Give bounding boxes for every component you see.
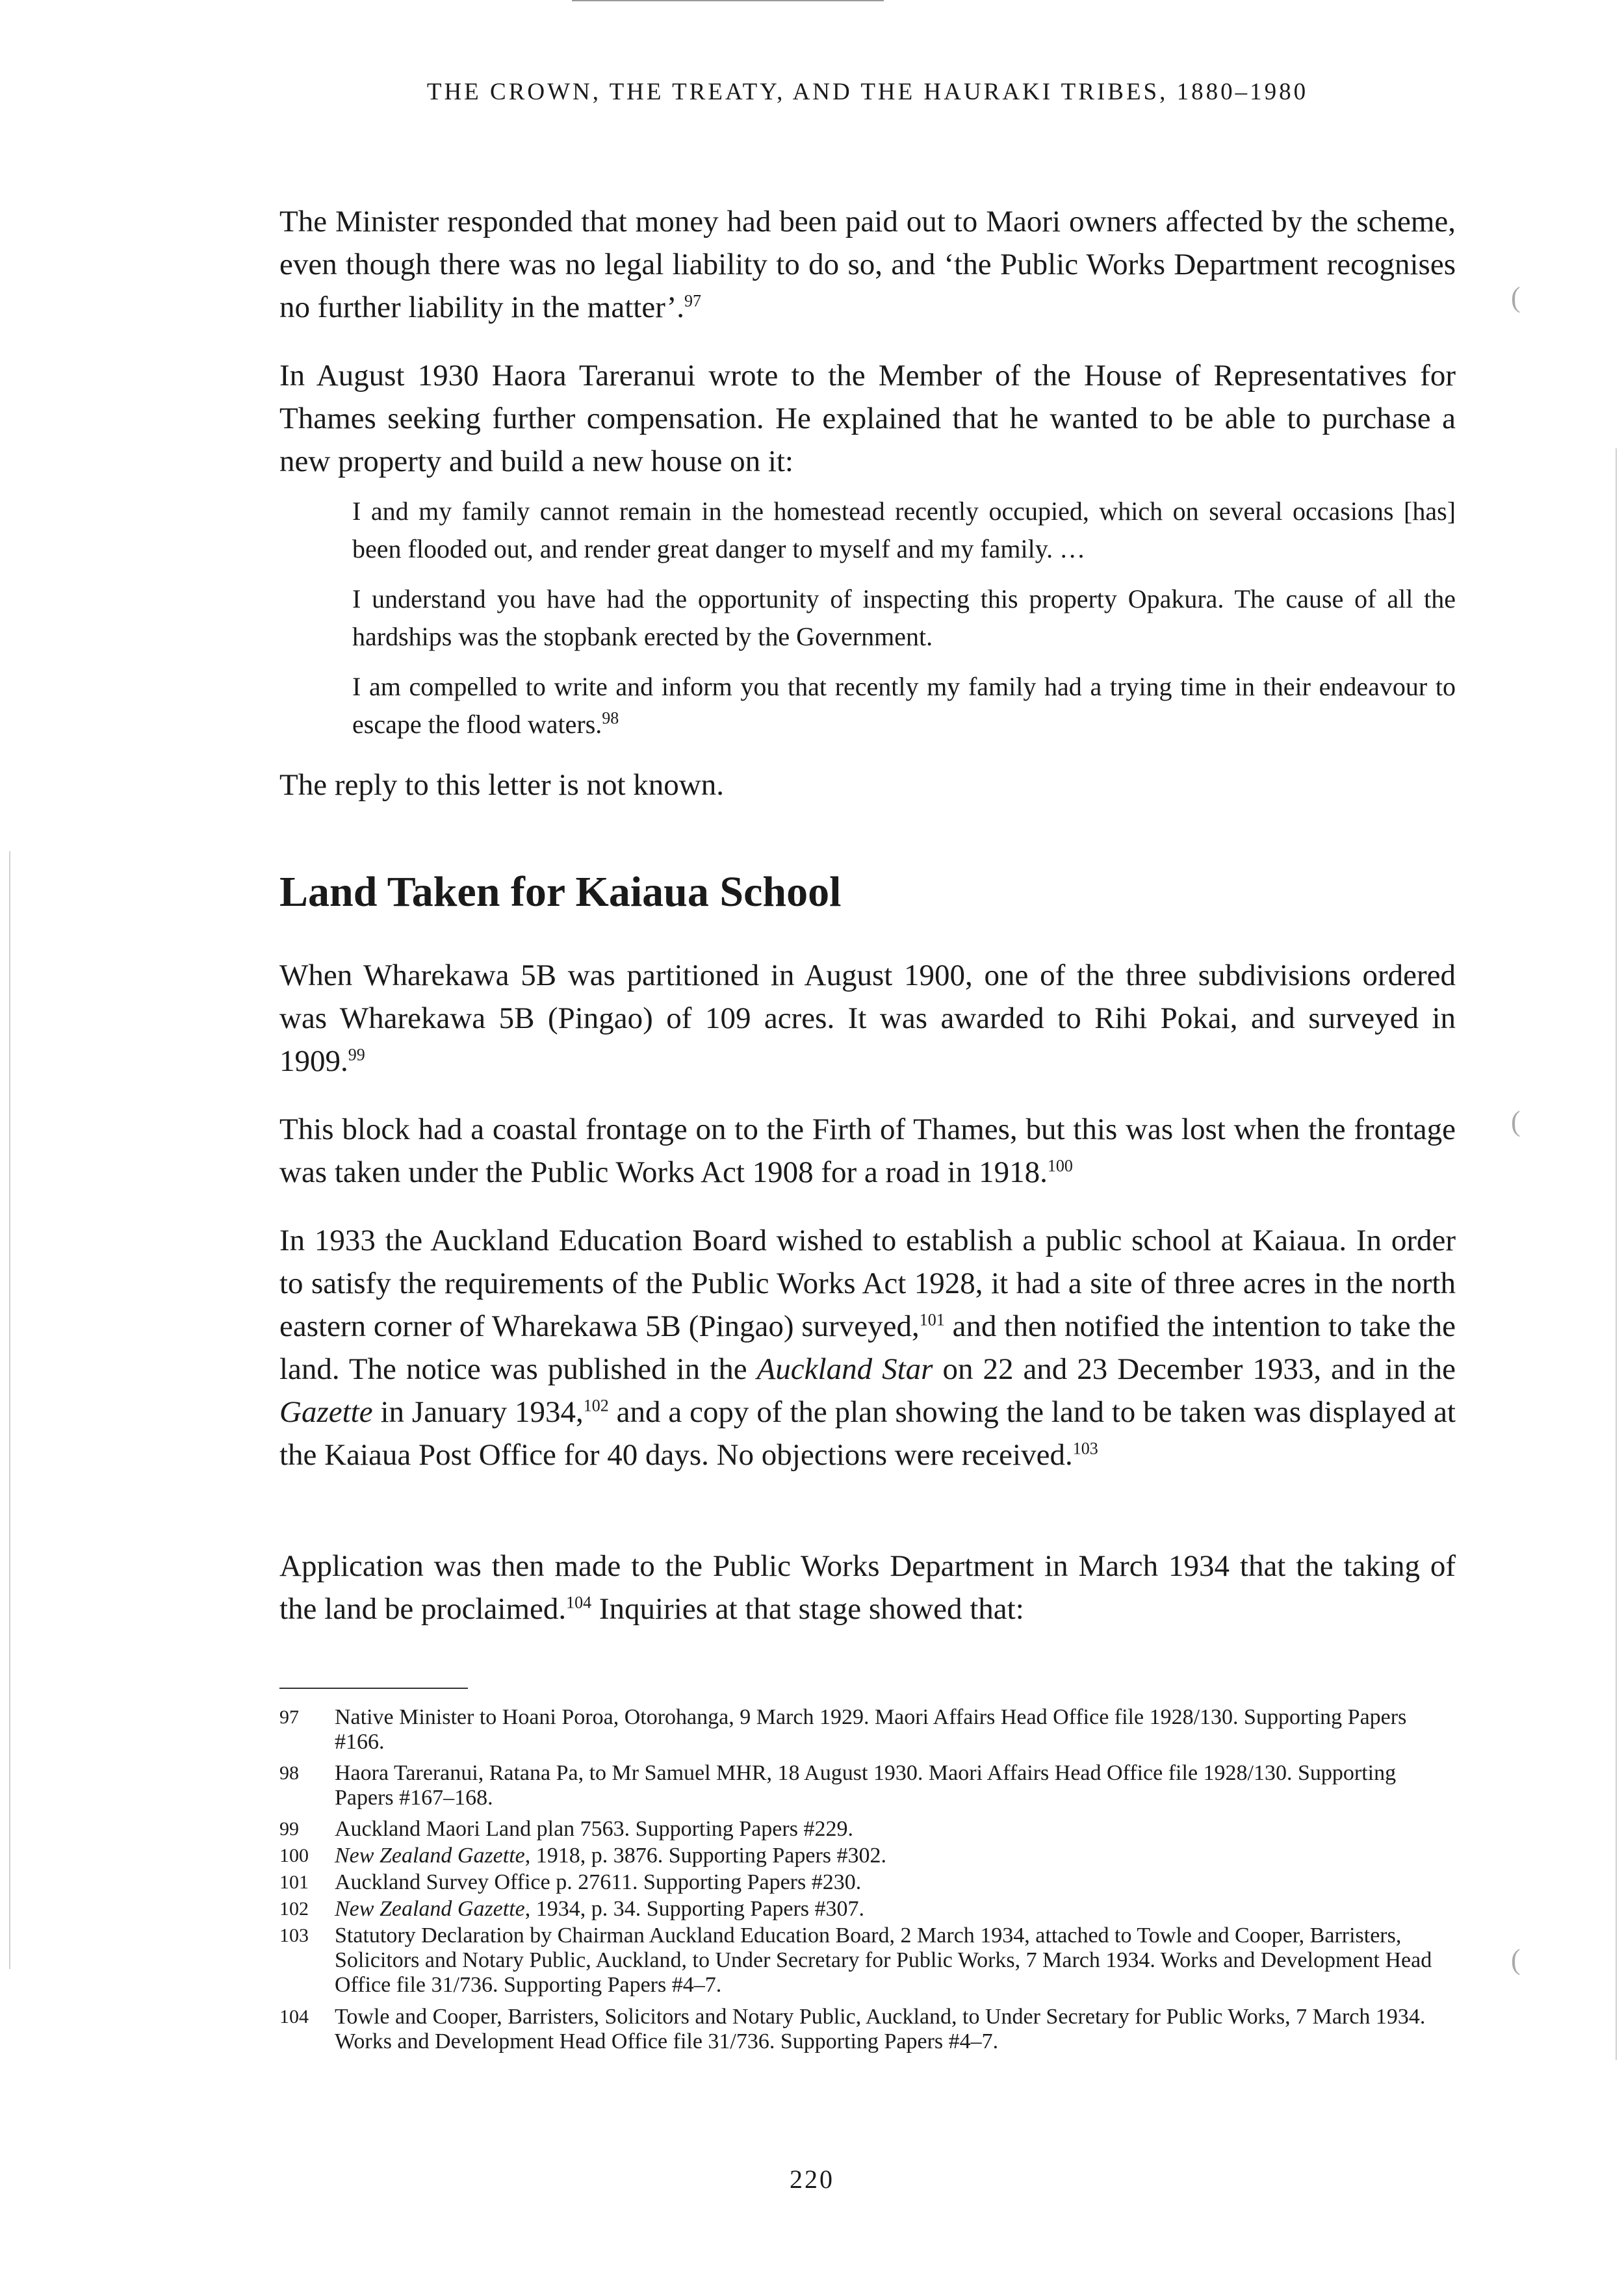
paragraph-education-board: In 1933 the Auckland Education Board wished to establish a public school at Kaiaua. In order to satisfy the requirements of the Public Works Act 1928, it had a site of three acres in the north eastern corner of Wharekawa 5B (Pingao) surveyed,$^{101}$ and then notified the intention to take the land. The notice was published in the Auckland Star on 22 and 23 December 1933, and in the Gazette in January 1934,$^{102}$ and a copy of the plan showing the land to be taken was displayed at the Kaiaua Post Office for 40 days. No objections were received.$^{103}$: [279, 1224, 1456, 1472]
footnote-ref-100[interactable]: 100: [1047, 1156, 1073, 1176]
scan-left-edge: [9, 851, 10, 1969]
footnote-102: 102 New Zealand Gazette, 1934, p. 34. Supporting Papers #307.: [279, 1897, 865, 1921]
scan-right-edge: [1616, 448, 1617, 2060]
newspaper-title: Auckland Star: [756, 1352, 933, 1386]
footnote-99: 99 Auckland Maori Land plan 7563. Supporting Papers #229.: [279, 1817, 853, 1841]
footnote-97: 97 Native Minister to Hoani Poroa, Otorohanga, 9 March 1929. Maori Affairs Head Office file 1928/130. Supporting Papers #166.: [279, 1705, 1407, 1754]
scan-edge-line: [572, 0, 884, 1]
footnote-rule: [279, 1688, 468, 1689]
paragraph-reply-unknown: The reply to this letter is not known.: [279, 768, 725, 802]
footnote-ref-101[interactable]: 101: [919, 1310, 945, 1330]
footnote-ref-99[interactable]: 99: [348, 1045, 365, 1064]
paragraph-coastal-frontage: This block had a coastal frontage on to the Firth of Thames, but this was lost when the frontage was taken under the Public Works Act 1908 for a road in 1918.$^{100}$: [279, 1113, 1456, 1189]
block-quote-2: I understand you have had the opportunity of inspecting this property Opakura. The cause of all the hardships was the stopbank erected by the Government.: [352, 584, 1456, 651]
margin-mark-1: (: [1511, 281, 1521, 313]
running-head: THE CROWN, THE TREATY, AND THE HAURAKI TRIBES, 1880–1980: [426, 79, 1309, 105]
footnote-ref-98[interactable]: 98: [602, 708, 619, 728]
section-heading: Land Taken for Kaiaua School: [279, 868, 842, 916]
block-quote-1: I and my family cannot remain in the homestead recently occupied, which on several occasions [has] been flooded out, and render great danger to myself and my family. …: [352, 496, 1456, 563]
footnote-98: 98 Haora Tareranui, Ratana Pa, to Mr Samuel MHR, 18 August 1930. Maori Affairs Head Office file 1928/130. Supporting Papers #167–168.: [279, 1761, 1397, 1810]
footnote-ref-104[interactable]: 104: [566, 1593, 592, 1612]
footnote-100: 100 New Zealand Gazette, 1918, p. 3876. Supporting Papers #302.: [279, 1844, 887, 1868]
paragraph-tareranui-letter: In August 1930 Haora Tareranui wrote to the Member of the House of Representatives for Thames seeking further compensation. He explained that he wanted to be able to purchase a new property and build a new house on it:: [279, 359, 1456, 478]
margin-mark-2: (: [1511, 1105, 1521, 1137]
footnote-103: 103 Statutory Declaration by Chairman Auckland Education Board, 2 March 1934, attached to Towle and Cooper, Barristers, Solicitors and Notary Public, Auckland, to Under Secretary for Public Works, 7 March 1934. Works and Development Head Office file 31/736. Supporting Papers #4–7.: [279, 1923, 1432, 1997]
paragraph-partition: When Wharekawa 5B was partitioned in August 1900, one of the three subdivisions ordered was Wharekawa 5B (Pingao) of 109 acres. It was awarded to Rihi Pokai, and surveyed in 1909.99: [279, 958, 1456, 1078]
footnote-104: 104 Towle and Cooper, Barristers, Solicitors and Notary Public, Auckland, to Under Secretary for Public Works, 7 March 1934. Works and Development Head Office file 31/736. Supporting Papers #4–7.: [279, 2005, 1426, 2053]
footnote-ref-102[interactable]: 102: [583, 1396, 609, 1415]
page-number: 220: [790, 2165, 834, 2194]
footnote-ref-103[interactable]: 103: [1072, 1439, 1098, 1458]
paragraph-application: Application was then made to the Public Works Department in March 1934 that the taking of the land be proclaimed.$^{104}$ Inquiries at that stage showed that:: [279, 1549, 1456, 1626]
footnote-ref-97[interactable]: 97: [684, 291, 702, 311]
gazette-title: Gazette: [279, 1395, 373, 1429]
paragraph-minister-response: The Minister responded that money had been paid out to Maori owners affected by the scheme, even though there was no legal liability to do so, and ‘the Public Works Department recognises no further liability in the matter’.$^{97}$: [279, 205, 1456, 324]
margin-mark-3: (: [1511, 1944, 1521, 1975]
footnote-101: 101 Auckland Survey Office p. 27611. Supporting Papers #230.: [279, 1870, 862, 1894]
block-quote-3: I am compelled to write and inform you that recently my family had a trying time in their endeavour to escape the flood waters.$^{98}$: [352, 672, 1456, 739]
